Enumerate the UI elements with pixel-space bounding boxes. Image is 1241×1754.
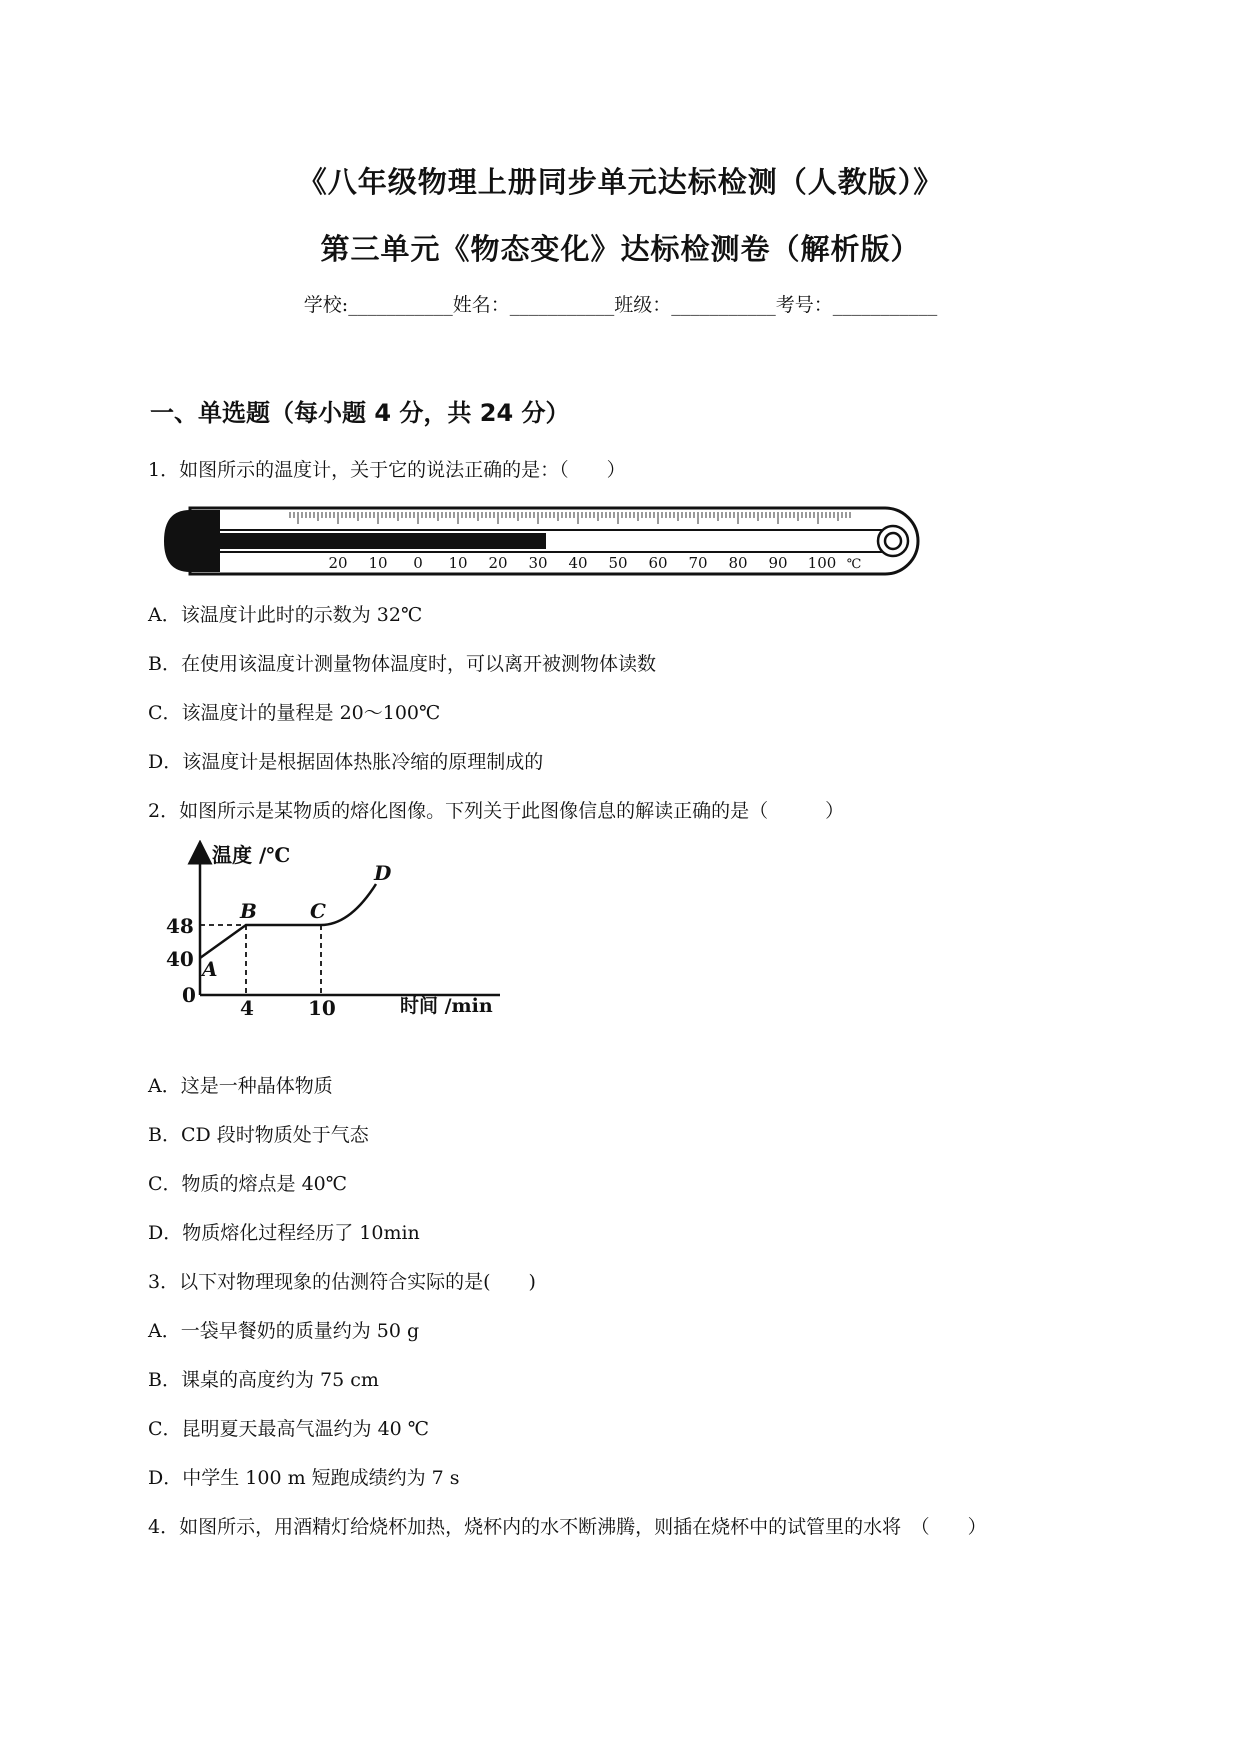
scale-label-40: 40 bbox=[568, 554, 588, 572]
point-label-d: D bbox=[374, 861, 392, 885]
point-label-a: A bbox=[202, 957, 218, 981]
scale-label-20: 20 bbox=[488, 554, 508, 572]
scale-label-70: 70 bbox=[688, 554, 708, 572]
thermometer-figure bbox=[160, 504, 920, 580]
guide-lines bbox=[200, 925, 321, 995]
paper-series-title: 《八年级物理上册同步单元达标检测（人教版）》 bbox=[297, 165, 944, 199]
question-3-option-b: B．课桌的高度约为 75 cm bbox=[148, 1369, 379, 1391]
question-2-stem: 2．如图所示是某物质的熔化图像。下列关于此图像信息的解读正确的是（ ） bbox=[148, 800, 845, 822]
question-3-option-a: A．一袋早餐奶的质量约为 50 g bbox=[148, 1320, 420, 1342]
scale-label-80: 80 bbox=[728, 554, 748, 572]
question-1-option-d: D．该温度计是根据固体热胀冷缩的原理制成的 bbox=[148, 751, 544, 773]
section-heading: 一、单选题（每小题 4 分，共 24 分） bbox=[150, 399, 570, 427]
question-2-option-b: B．CD 段时物质处于气态 bbox=[148, 1124, 369, 1146]
origin-label: 0 bbox=[182, 983, 196, 1007]
melting-graph-figure bbox=[160, 840, 530, 1020]
question-1-option-b: B．在使用该温度计测量物体温度时，可以离开被测物体读数 bbox=[148, 653, 656, 675]
y-axis-label: 温度 /℃ bbox=[212, 843, 291, 867]
question-1-option-a: A．该温度计此时的示数为 32℃ bbox=[148, 604, 423, 626]
scale-label-60: 60 bbox=[648, 554, 668, 572]
question-2-option-d: D．物质熔化过程经历了 10min bbox=[148, 1222, 420, 1244]
student-info-line: 学校:___________姓名：___________班级：___________考号：___________ bbox=[303, 294, 938, 316]
thermometer-liquid-column bbox=[218, 533, 546, 549]
scale-label-90: 90 bbox=[768, 554, 788, 572]
scale-unit-label: ℃ bbox=[846, 557, 862, 572]
y-tick-40: 40 bbox=[166, 947, 194, 971]
point-label-b: B bbox=[240, 899, 257, 923]
question-3-option-d: D．中学生 100 m 短跑成绩约为 7 s bbox=[148, 1467, 460, 1489]
question-3-stem: 3．以下对物理现象的估测符合实际的是( ) bbox=[148, 1271, 536, 1293]
thermometer-bulb bbox=[164, 510, 220, 572]
scale-label-10: 10 bbox=[448, 554, 468, 572]
y-tick-48: 48 bbox=[166, 914, 194, 938]
question-2-option-c: C．物质的熔点是 40℃ bbox=[148, 1173, 348, 1195]
question-1-stem: 1．如图所示的温度计，关于它的说法正确的是：（ ） bbox=[148, 459, 626, 481]
melting-curve bbox=[200, 884, 376, 958]
scale-label-neg10: 10 bbox=[368, 554, 388, 572]
point-label-c: C bbox=[310, 899, 326, 923]
scale-label-50: 50 bbox=[608, 554, 628, 572]
liquid-fill bbox=[218, 533, 546, 549]
scale-label-0: 0 bbox=[413, 554, 423, 572]
question-4-stem: 4．如图所示，用酒精灯给烧杯加热，烧杯内的水不断沸腾，则插在烧杯中的试管里的水将 （ ） bbox=[148, 1516, 987, 1538]
paper-title: 第三单元《物态变化》达标检测卷（解析版） bbox=[320, 232, 921, 266]
scale-label-100: 100 bbox=[807, 554, 837, 572]
x-tick-10: 10 bbox=[308, 996, 336, 1020]
x-axis-label: 时间 /min bbox=[400, 995, 493, 1017]
scale-label-neg20: 20 bbox=[328, 554, 348, 572]
question-1-option-c: C．该温度计的量程是 20～100℃ bbox=[148, 702, 441, 724]
scale-label-30: 30 bbox=[528, 554, 548, 572]
question-2-option-a: A．这是一种晶体物质 bbox=[148, 1075, 333, 1097]
question-3-option-c: C．昆明夏天最高气温约为 40 ℃ bbox=[148, 1418, 430, 1440]
x-tick-4: 4 bbox=[240, 996, 254, 1020]
